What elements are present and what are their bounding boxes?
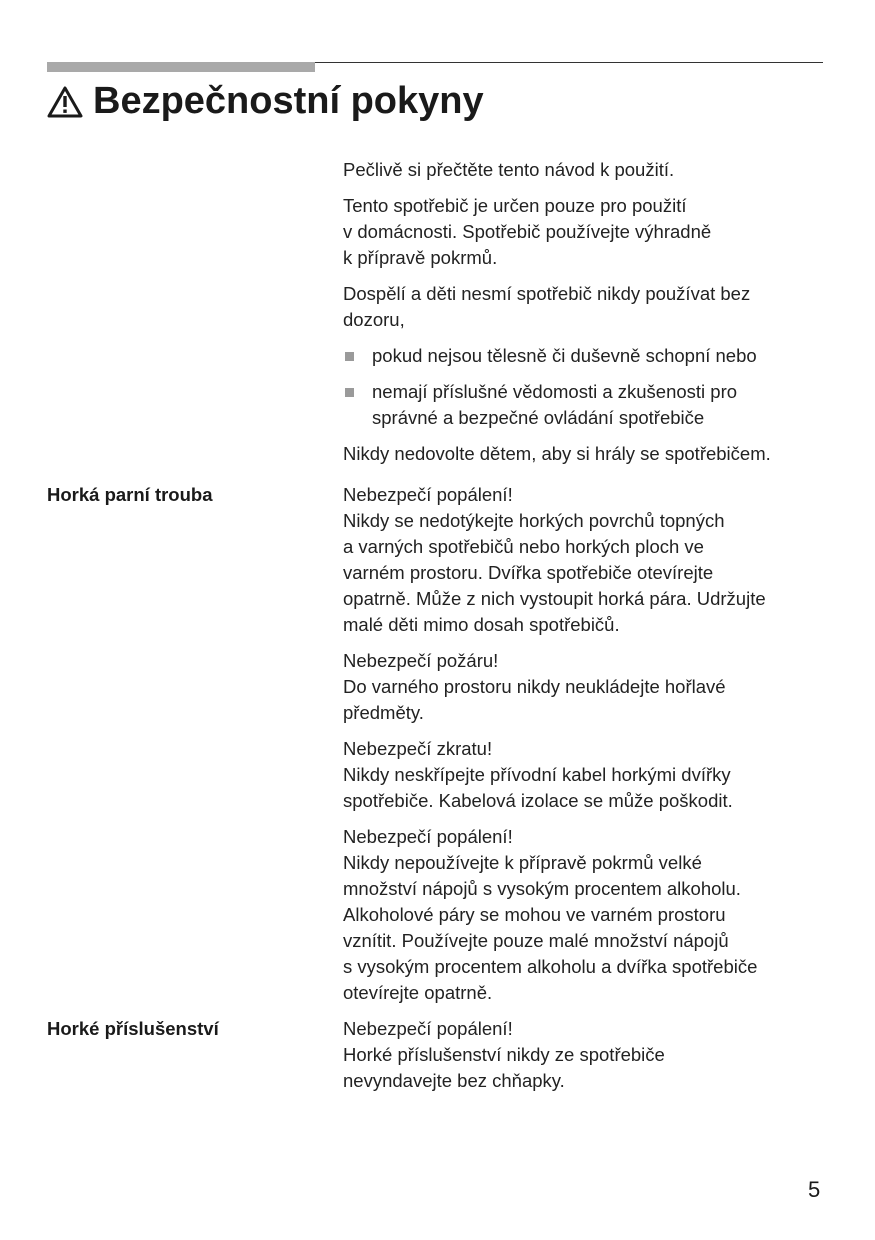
warning-triangle-icon [47, 85, 83, 119]
text-line: s vysokým procentem alkoholu a dvířka spotřebiče [343, 956, 758, 977]
text-line: vznítit. Používejte pouze malé množství nápojů [343, 930, 729, 951]
text-line: dozoru, [343, 309, 405, 330]
intro-paragraph [343, 441, 828, 467]
intro-paragraph [343, 281, 828, 333]
text-line: Horké příslušenství nikdy ze spotřebiče [343, 1044, 665, 1065]
text-line: nemají příslušné vědomosti a zkušenosti pro [372, 381, 738, 402]
warning-block [343, 482, 828, 638]
text-line: varném prostoru. Dvířka spotřebiče otevírejte [343, 562, 714, 583]
bullet-square-icon [345, 388, 354, 397]
section-label-hot-accessories: Horké příslušenství [47, 1018, 219, 1039]
header-accent-bar [47, 62, 315, 72]
text-line: správné a bezpečné ovládání spotřebiče [372, 407, 705, 428]
warning-block [343, 736, 828, 814]
bullet-item [343, 343, 828, 369]
text-line: Alkoholové páry se mohou ve varném prostoru [343, 904, 726, 925]
text-line: Pečlivě si přečtěte tento návod k použití. [343, 159, 675, 180]
warning-heading: Nebezpečí zkratu! [343, 738, 493, 759]
text-line: Dospělí a děti nesmí spotřebič nikdy používat bez [343, 283, 751, 304]
section-hot-oven [343, 482, 828, 1016]
warning-heading: Nebezpečí popálení! [343, 484, 513, 505]
text-line: Nikdy se nedotýkejte horkých povrchů topných [343, 510, 725, 531]
text-line: Nikdy nedovolte dětem, aby si hrály se spotřebičem. [343, 443, 771, 464]
text-line: Tento spotřebič je určen pouze pro použití [343, 195, 687, 216]
text-line: množství nápojů s vysokým procentem alkoholu. [343, 878, 741, 899]
text-line: v domácnosti. Spotřebič používejte výhradně [343, 221, 712, 242]
page-number: 5 [808, 1177, 821, 1202]
warning-block [343, 648, 828, 726]
intro-paragraph [343, 157, 828, 183]
warning-heading: Nebezpečí požáru! [343, 650, 499, 671]
text-line: Do varného prostoru nikdy neukládejte hořlavé [343, 676, 726, 697]
text-line: opatrně. Může z nich vystoupit horká pára. Udržujte [343, 588, 766, 609]
text-line: malé děti mimo dosah spotřebičů. [343, 614, 620, 635]
text-line: Nikdy nepoužívejte k přípravě pokrmů velké [343, 852, 702, 873]
bullet-square-icon [345, 352, 354, 361]
section-label-hot-oven: Horká parní trouba [47, 484, 213, 505]
warning-heading: Nebezpečí popálení! [343, 1018, 513, 1039]
warning-block [343, 824, 828, 1006]
intro-section [343, 157, 828, 477]
text-line: otevírejte opatrně. [343, 982, 493, 1003]
text-line: a varných spotřebičů nebo horkých ploch ve [343, 536, 704, 557]
text-line: Nikdy neskřípejte přívodní kabel horkými dvířky [343, 764, 731, 785]
warning-heading: Nebezpečí popálení! [343, 826, 513, 847]
text-line: předměty. [343, 702, 424, 723]
intro-paragraph [343, 193, 828, 271]
text-line: pokud nejsou tělesně či duševně schopní nebo [372, 345, 757, 366]
page-title [47, 80, 484, 123]
text-line: spotřebiče. Kabelová izolace se může poškodit. [343, 790, 733, 811]
text-line: k přípravě pokrmů. [343, 247, 498, 268]
page-title-text: Bezpečnostní pokyny [93, 80, 484, 122]
text-line: nevyndavejte bez chňapky. [343, 1070, 565, 1091]
bullet-item [343, 379, 828, 431]
warning-block [343, 1016, 828, 1094]
section-hot-accessories [343, 1016, 828, 1104]
